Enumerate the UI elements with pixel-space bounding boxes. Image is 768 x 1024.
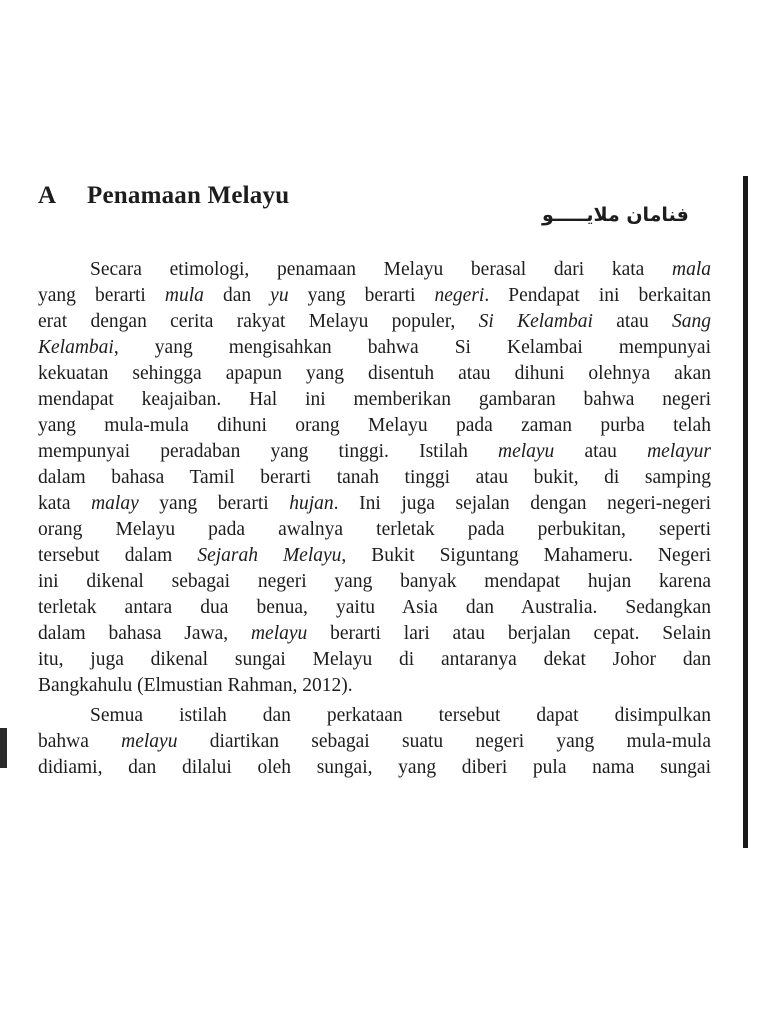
text-line <box>38 439 711 465</box>
text-segment: Bangkahulu (Elmustian Rahman, 2012). <box>38 675 353 696</box>
text-segment: Secara etimologi, penamaan Melayu berasal dari kata <box>90 259 672 280</box>
text-segment: itu, juga dikenal sungai Melayu di antaranya dekat Johor dan <box>38 649 711 670</box>
italic-term: melayu <box>250 623 308 644</box>
text-segment: kekuatan sehingga apapun yang disentuh atau dihuni olehnya akan <box>38 363 711 384</box>
text-line <box>38 543 711 569</box>
italic-term: mula <box>164 285 204 306</box>
italic-term: negeri <box>434 285 485 306</box>
text-segment: kata <box>38 493 92 514</box>
text-segment: . Ini juga sejalan dengan negeri-negeri <box>333 493 712 514</box>
text-line <box>38 309 711 335</box>
text-segment: dalam bahasa Tamil berarti tanah tinggi atau bukit, di samping <box>38 467 711 488</box>
binding-edge <box>743 176 748 848</box>
italic-term: yu <box>270 285 289 306</box>
text-segment: Semua istilah dan perkataan tersebut dapat disimpulkan <box>90 705 711 726</box>
text-line <box>38 257 711 283</box>
body-text <box>38 257 711 781</box>
italic-term: hujan <box>289 493 334 514</box>
text-segment: didiami, dan dilalui oleh sungai, yang diberi pula nama sungai <box>38 757 711 778</box>
italic-term: mala <box>672 259 711 280</box>
text-line <box>38 569 711 595</box>
text-segment: bahwa <box>38 731 122 752</box>
italic-term: melayu <box>121 731 178 752</box>
page-edge-shadow <box>0 728 7 768</box>
text-segment: , yang mengisahkan bahwa Si Kelambai mempunyai <box>113 337 711 358</box>
text-line <box>38 283 711 309</box>
italic-term: Kelambai <box>38 337 114 358</box>
text-line <box>38 335 711 361</box>
italic-term: melayu <box>497 441 555 462</box>
italic-term: Si Kelambai <box>478 311 593 332</box>
text-segment: yang berarti <box>38 285 165 306</box>
text-segment: erat dengan cerita rakyat Melayu populer, <box>38 311 479 332</box>
text-line <box>38 517 711 543</box>
jawi-title: فنامان ملايـــــو <box>542 204 689 226</box>
text-line <box>38 755 711 781</box>
italic-term: melayur <box>647 441 711 462</box>
text-segment: atau <box>592 311 673 332</box>
text-segment: orang Melayu pada awalnya terletak pada perbukitan, seperti <box>38 519 711 540</box>
italic-term: Sang <box>672 311 712 332</box>
text-segment: yang berarti <box>288 285 435 306</box>
text-segment: dan <box>203 285 271 306</box>
text-line <box>38 387 711 413</box>
text-segment: diartikan sebagai suatu negeri yang mula-mula <box>177 731 711 752</box>
italic-term: Sejarah Melayu <box>197 545 342 566</box>
text-segment: mempunyai peradaban yang tinggi. Istilah <box>38 441 498 462</box>
text-line <box>38 465 711 491</box>
text-segment: . Pendapat ini berkaitan <box>484 285 712 306</box>
text-segment: yang berarti <box>138 493 290 514</box>
text-line <box>38 729 711 755</box>
text-line <box>38 647 711 673</box>
text-segment: atau <box>554 441 648 462</box>
text-line <box>38 491 711 517</box>
text-segment: dalam bahasa Jawa, <box>38 623 251 644</box>
text-segment: tersebut dalam <box>38 545 198 566</box>
text-segment: mendapat keajaiban. Hal ini memberikan gambaran bahwa negeri <box>38 389 711 410</box>
text-line <box>38 413 711 439</box>
text-segment: berarti lari atau berjalan cepat. Selain <box>307 623 711 644</box>
section-heading <box>38 182 289 210</box>
text-line <box>38 595 711 621</box>
section-title: Penamaan Melayu <box>87 182 290 209</box>
text-segment: ini dikenal sebagai negeri yang banyak mendapat hujan karena <box>38 571 711 592</box>
text-line <box>38 621 711 647</box>
section-letter: A <box>38 182 57 209</box>
text-segment: terletak antara dua benua, yaitu Asia dan Australia. Sedangkan <box>38 597 711 618</box>
italic-term: malay <box>91 493 139 514</box>
text-segment: , Bukit Siguntang Mahameru. Negeri <box>341 545 711 566</box>
text-line <box>38 703 711 729</box>
text-line <box>38 361 711 387</box>
text-segment: yang mula-mula dihuni orang Melayu pada zaman purba telah <box>38 415 711 436</box>
text-line <box>38 673 711 699</box>
